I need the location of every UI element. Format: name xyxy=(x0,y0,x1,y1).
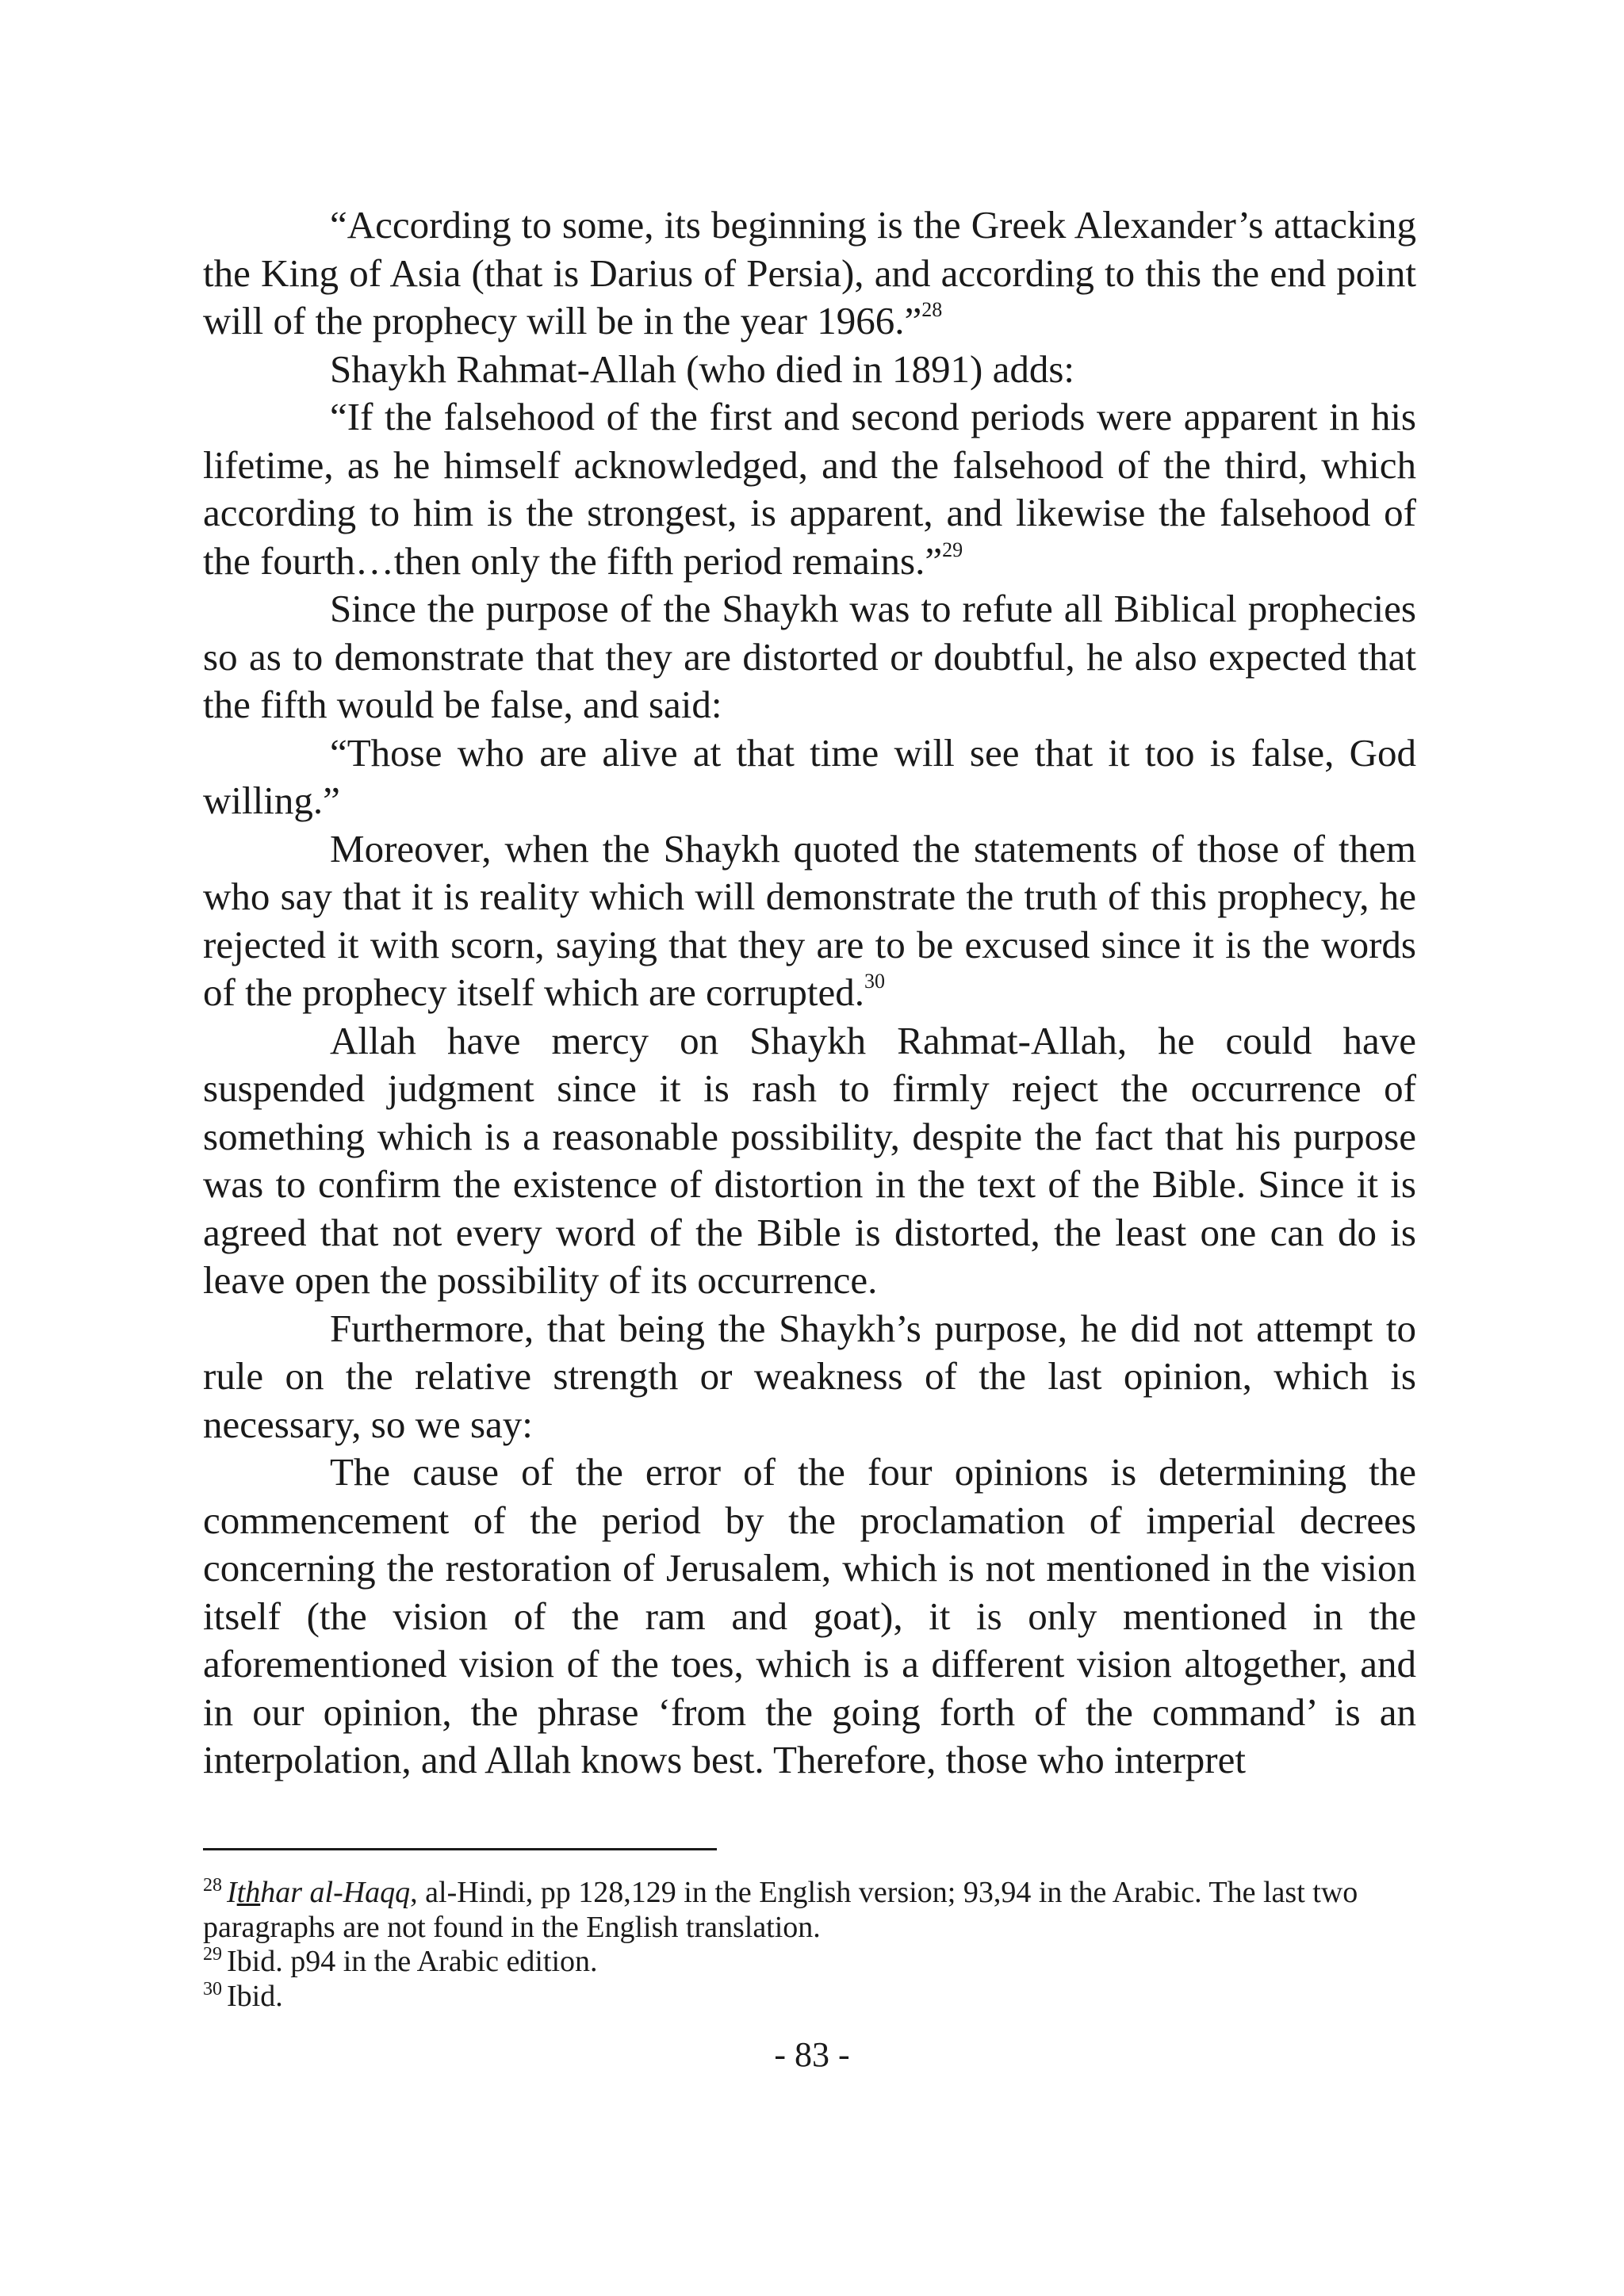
footnote-29 xyxy=(203,1945,1416,1980)
paragraph xyxy=(203,585,1416,729)
footnote-text: Ibid. p94 in the Arabic edition. xyxy=(227,1945,598,1978)
footnotes xyxy=(203,1876,1416,2014)
paragraph xyxy=(203,346,1416,394)
footnote-title-part: har al-Haqq xyxy=(260,1876,411,1909)
footnote-ref-29[interactable]: 29 xyxy=(942,538,963,561)
footnote-number: 28 xyxy=(203,1875,222,1896)
paragraph-text: “Those who are alive at that time will see that it too is false, God willing.” xyxy=(203,730,1416,822)
paragraph xyxy=(203,729,1416,825)
paragraph xyxy=(203,201,1416,346)
footnote-title-underlined: th xyxy=(236,1876,261,1909)
paragraph-text: Moreover, when the Shaykh quoted the statements of those of them who say that it is reality which will demonstrate the truth of this prophecy, he rejected it with scorn, saying that they are to be excused since it is the words of the prophecy itself which are corrupted. xyxy=(203,826,1416,1014)
paragraph xyxy=(203,1017,1416,1305)
paragraph xyxy=(203,1305,1416,1449)
footnote-separator xyxy=(203,1848,717,1850)
footnote-text: , al-Hindi, pp 128,129 in the English version; 93,94 in the Arabic. The last two paragraphs are not found in the English translation. xyxy=(203,1876,1358,1944)
page-number: - 83 - xyxy=(774,2035,850,2074)
footnote-ref-28[interactable]: 28 xyxy=(921,298,943,321)
paragraph xyxy=(203,393,1416,585)
paragraph-text: “According to some, its beginning is the Greek Alexander’s attacking the King of Asia (that is Darius of Persia), and according to this the end point will of the prophecy will be in the year 1966.” xyxy=(203,203,1416,342)
footnote-number: 29 xyxy=(203,1944,222,1965)
paragraph-text: “If the falsehood of the first and second periods were apparent in his lifetime, as he himself acknowledged, and the falsehood of the third, which according to him is the strongest, is apparent, and likewise the falsehood of the fourth…then only the fifth period remains.” xyxy=(203,395,1416,583)
footnote-text: Ibid. xyxy=(227,1979,283,2013)
body-text xyxy=(203,201,1416,1785)
footnote-30 xyxy=(203,1980,1416,2015)
paragraph-text: Shaykh Rahmat-Allah (who died in 1891) adds: xyxy=(330,346,1075,391)
paragraph-text: Allah have mercy on Shaykh Rahmat-Allah, he could have suspended judgment since it is rash to firmly reject the occurrence of something which is a reasonable possibility, despite the fact that his purpose was to confirm the existence of distortion in the text of the Bible. Since it is agreed that not every word of the Bible is distorted, the least one can do is leave open the possibility of its occurrence. xyxy=(203,1018,1416,1302)
footnote-title-part: I xyxy=(227,1876,237,1909)
footnote-number: 30 xyxy=(203,1978,222,1999)
paragraph-text: Since the purpose of the Shaykh was to refute all Biblical prophecies so as to demonstrate that they are distorted or doubtful, he also expected that the fifth would be false, and said: xyxy=(203,587,1416,726)
footnote-28 xyxy=(203,1876,1416,1945)
paragraph-text: The cause of the error of the four opinions is determining the commencement of the period by the proclamation of imperial decrees concerning the restoration of Jerusalem, which is not mentioned in the vision itself (the vision of the ram and goat), it is only mentioned in the aforementioned vision of the toes, which is a different vision altogether, and in our opinion, the phrase ‘from the going forth of the command’ is an interpolation, and Allah knows best. Therefore, those who interpret xyxy=(203,1450,1416,1781)
paragraph-text: Furthermore, that being the Shaykh’s purpose, he did not attempt to rule on the relative strength or weakness of the last opinion, which is necessary, so we say: xyxy=(203,1306,1416,1446)
footnote-ref-30[interactable]: 30 xyxy=(864,970,886,993)
paragraph xyxy=(203,825,1416,1017)
paragraph xyxy=(203,1448,1416,1785)
footnote-source-title xyxy=(227,1876,410,1909)
